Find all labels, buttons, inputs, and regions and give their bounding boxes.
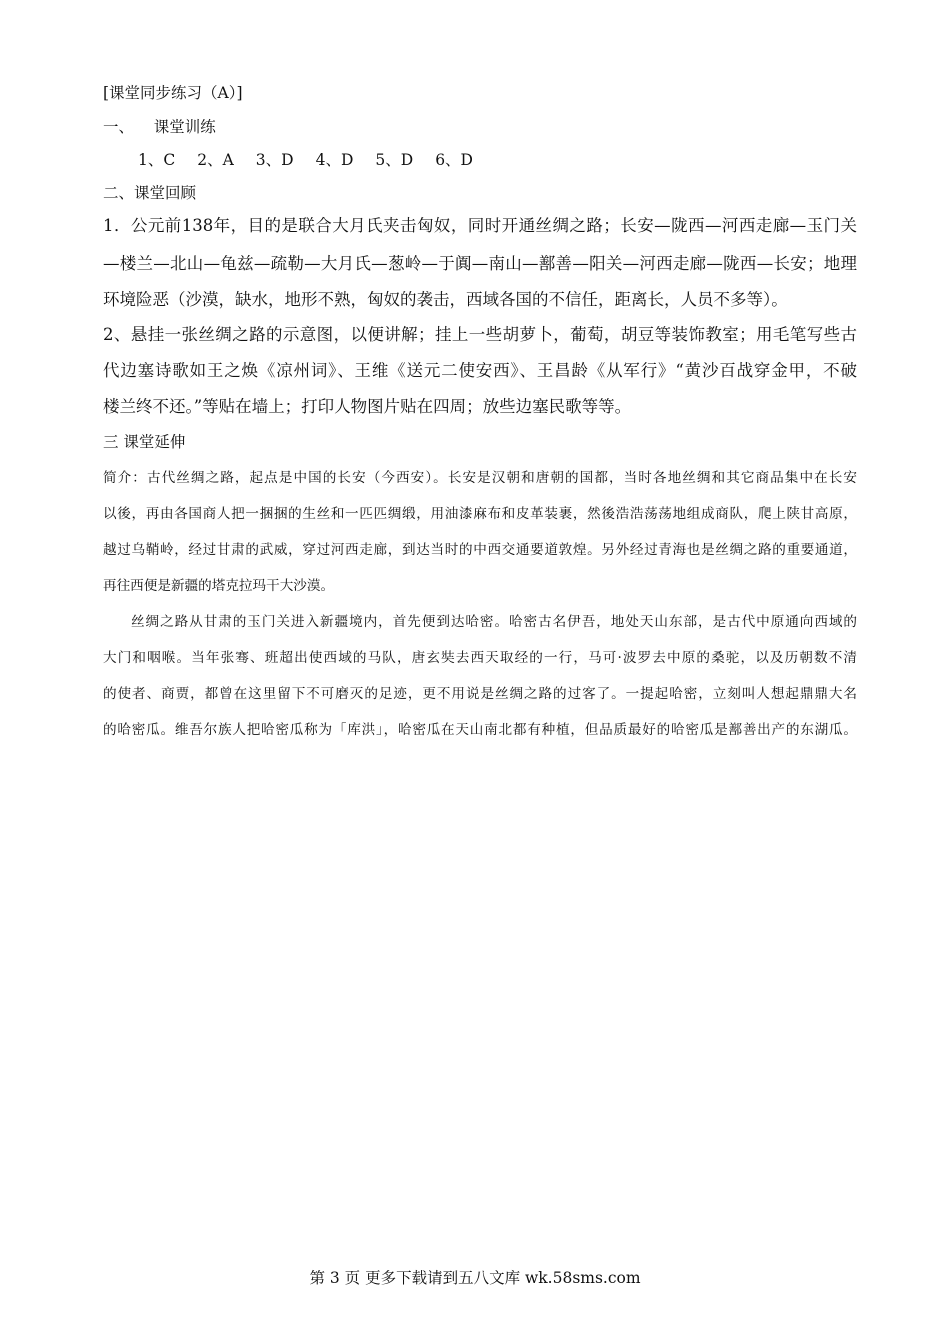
answer-item: 3、D — [255, 151, 294, 169]
review-line: 2、悬挂一张丝绸之路的示意图，以便讲解；挂上一些胡萝卜，葡萄，胡豆等装饰教室；用毛笔写些古 — [103, 325, 857, 344]
review-line: 代边塞诗歌如王之焕《凉州词》、王维《送元二使安西》、王昌龄《从军行》“黄沙百战穿金甲，不破 — [103, 361, 857, 380]
extension-line: 以後，再由各国商人把一捆捆的生丝和一匹匹绸缎，用油漆麻布和皮革装裹，然後浩浩荡荡地组成商队，爬上陕甘高原， — [103, 506, 857, 522]
review-line: 环境险恶（沙漠，缺水，地形不熟，匈奴的袭击，西域各国的不信任，距离长，人员不多等）。 — [103, 290, 788, 309]
extension-line: 越过乌鞘岭，经过甘肃的武威，穿过河西走廊，到达当时的中西交通要道敦煌。另外经过青海也是丝绸之路的重要通道， — [103, 542, 857, 558]
extension-line: 简介：古代丝绸之路，起点是中国的长安（今西安）。长安是汉朝和唐朝的国都，当时各地丝绸和其它商品集中在长安 — [103, 470, 857, 486]
section2-title: 二、课堂回顾 — [103, 184, 197, 202]
extension-line: 的使者、商贾，都曾在这里留下不可磨灭的足迹，更不用说是丝绸之路的过客了。一提起哈密，立刻叫人想起鼎鼎大名 — [103, 686, 857, 702]
review-line: 1．公元前138年，目的是联合大月氏夹击匈奴，同时开通丝绸之路；长安—陇西—河西走廊—玉门关 — [103, 216, 857, 235]
answer-item: 1、C — [138, 151, 176, 169]
section3-title: 三 课堂延伸 — [103, 433, 186, 451]
exercise-header: [课堂同步练习（A）] — [103, 84, 243, 102]
extension-line: 丝绸之路从甘肃的玉门关进入新疆境内，首先便到达哈密。哈密古名伊吾，地处天山东部，是古代中原通向西域的 — [131, 614, 857, 630]
answer-item: 5、D — [375, 151, 414, 169]
answer-item: 6、D — [435, 151, 473, 169]
extension-line: 大门和咽喉。当年张骞、班超出使西域的马队，唐玄奘去西天取经的一行，马可·波罗去中原的桑驼，以及历朝数不清 — [103, 650, 857, 666]
extension-line: 的哈密瓜。维吾尔族人把哈密瓜称为「库洪」，哈密瓜在天山南北都有种植，但品质最好的哈密瓜是鄯善出产的东湖瓜。 — [103, 722, 857, 738]
review-line: —楼兰—北山—龟兹—疏勒—大月氏—葱岭—于阗—南山—鄯善—阳关—河西走廊—陇西—长安；地理 — [103, 254, 857, 273]
extension-line: 再往西便是新疆的塔克拉玛干大沙漠。 — [103, 578, 335, 594]
page-footer: 第 3 页 更多下载请到五八文库 wk.58sms.com — [309, 1269, 641, 1287]
answer-item: 4、D — [315, 151, 354, 169]
answer-list — [138, 150, 495, 170]
section1-title: 一、 课堂训练 — [103, 118, 216, 136]
review-line: 楼兰终不还。”等贴在墙上；打印人物图片贴在四周；放些边塞民歌等等。 — [103, 397, 632, 416]
answer-item: 2、A — [197, 151, 234, 169]
